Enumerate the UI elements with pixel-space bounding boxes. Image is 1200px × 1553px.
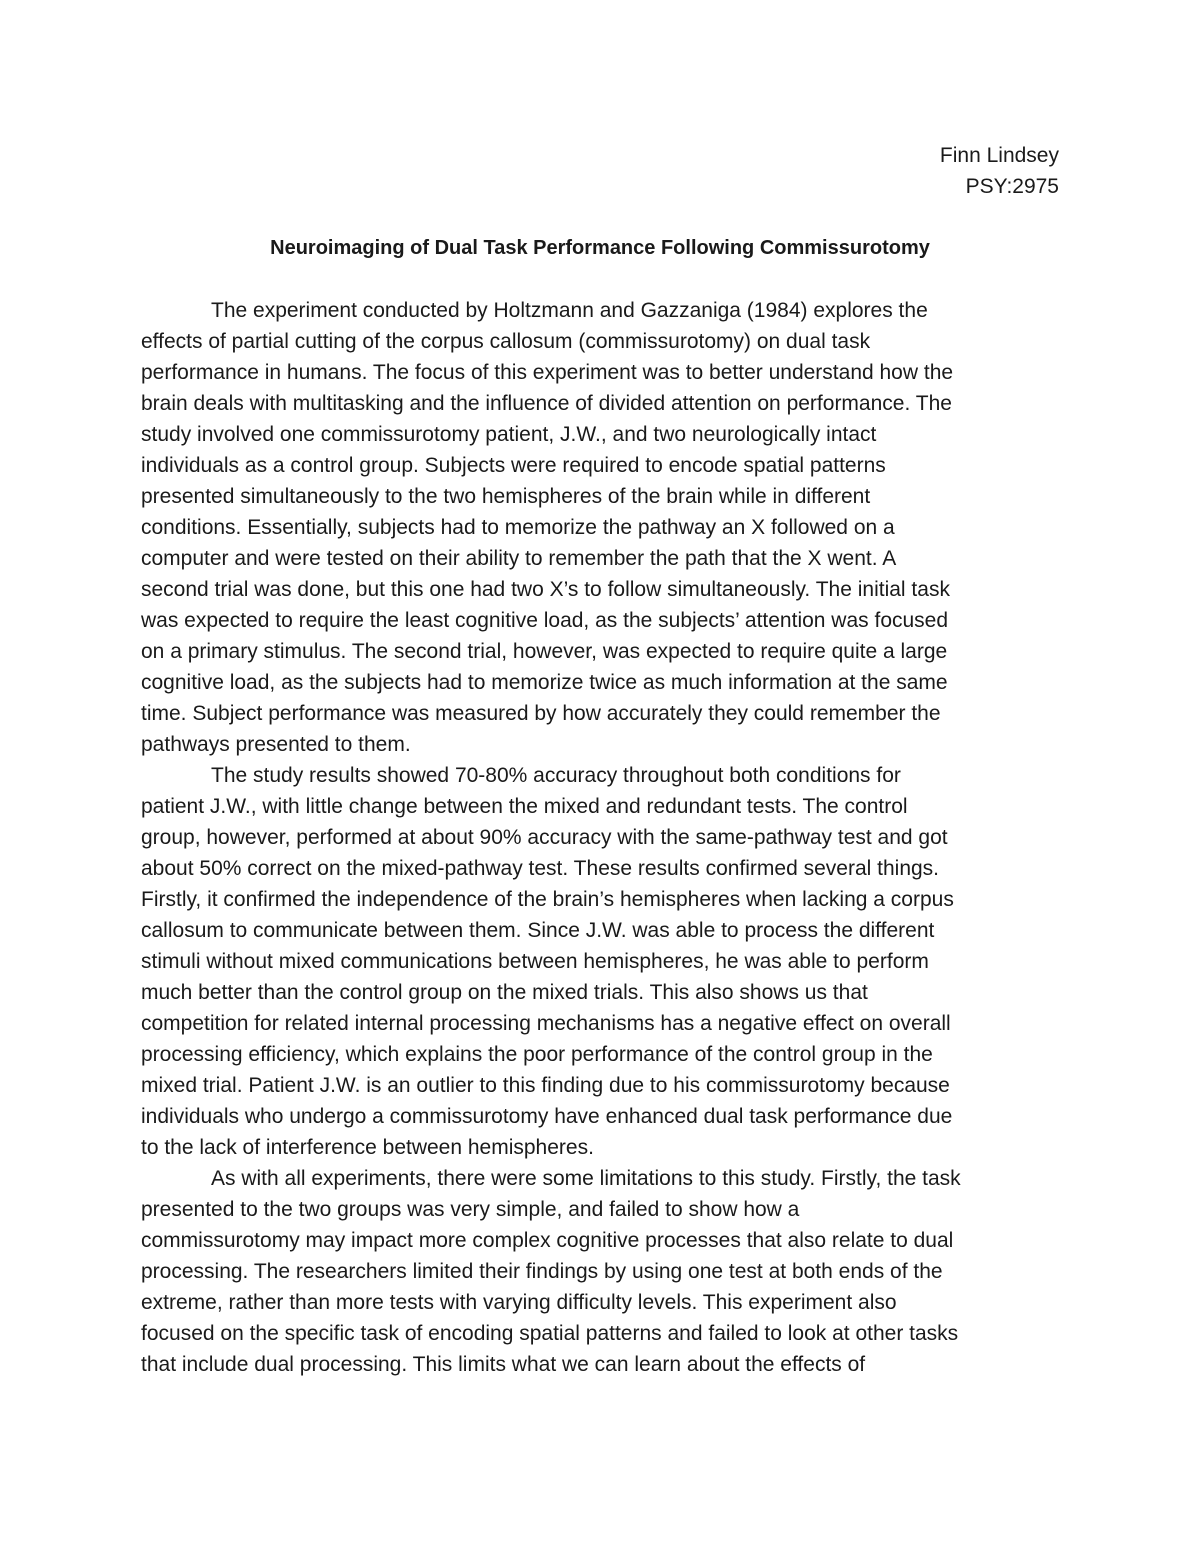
body-line: extreme, rather than more tests with varying difficulty levels. This experiment also [141, 1291, 897, 1314]
body-line: on a primary stimulus. The second trial, however, was expected to require quite a large [141, 640, 948, 663]
body-line: second trial was done, but this one had two X’s to follow simultaneously. The initial task [141, 578, 950, 601]
author-name: Finn Lindsey [939, 144, 1059, 167]
body-line: to the lack of interference between hemispheres. [141, 1136, 594, 1159]
body-line: presented simultaneously to the two hemispheres of the brain while in different [141, 485, 871, 508]
body-line: effects of partial cutting of the corpus callosum (commissurotomy) on dual task [141, 330, 871, 353]
body-line: presented to the two groups was very simple, and failed to show how a [141, 1198, 800, 1221]
body-line: that include dual processing. This limits what we can learn about the effects of [141, 1353, 866, 1376]
body-line: brain deals with multitasking and the influence of divided attention on performance. The [141, 392, 952, 415]
body-line: As with all experiments, there were some limitations to this study. Firstly, the task [211, 1167, 961, 1190]
document-title: Neuroimaging of Dual Task Performance Following Commissurotomy [270, 237, 930, 259]
course-code: PSY:2975 [965, 175, 1059, 198]
body-line: about 50% correct on the mixed-pathway test. These results confirmed several things. [141, 857, 940, 880]
body-line: computer and were tested on their ability to remember the path that the X went. A [141, 547, 897, 570]
body-line: focused on the specific task of encoding spatial patterns and failed to look at other tasks [141, 1322, 959, 1345]
body-line: time. Subject performance was measured by how accurately they could remember the [141, 702, 941, 725]
body-line: study involved one commissurotomy patient, J.W., and two neurologically intact [141, 423, 877, 446]
body-line: was expected to require the least cognitive load, as the subjects’ attention was focused [141, 609, 949, 632]
body-line: individuals who undergo a commissurotomy have enhanced dual task performance due [141, 1105, 953, 1128]
body-line: patient J.W., with little change between the mixed and redundant tests. The control [141, 795, 908, 818]
header-block [940, 140, 1059, 202]
body-line: pathways presented to them. [141, 733, 411, 756]
body-line: processing efficiency, which explains the poor performance of the control group in the [141, 1043, 933, 1066]
body-line: mixed trial. Patient J.W. is an outlier to this finding due to his commissurotomy because [141, 1074, 950, 1097]
body-line: much better than the control group on the mixed trials. This also shows us that [141, 981, 868, 1004]
body-line: group, however, performed at about 90% accuracy with the same-pathway test and got [141, 826, 948, 849]
body-line: The experiment conducted by Holtzmann and Gazzaniga (1984) explores the [211, 299, 928, 322]
body-line: commissurotomy may impact more complex cognitive processes that also relate to dual [141, 1229, 954, 1252]
body-line: stimuli without mixed communications between hemispheres, he was able to perform [141, 950, 929, 973]
body-line: processing. The researchers limited their findings by using one test at both ends of the [141, 1260, 943, 1283]
body-line: The study results showed 70-80% accuracy throughout both conditions for [211, 764, 901, 787]
body-text [141, 295, 1081, 1380]
body-line: performance in humans. The focus of this experiment was to better understand how the [141, 361, 954, 384]
body-line: Firstly, it confirmed the independence of the brain’s hemispheres when lacking a corpus [141, 888, 954, 911]
body-line: cognitive load, as the subjects had to memorize twice as much information at the same [141, 671, 948, 694]
body-line: individuals as a control group. Subjects were required to encode spatial patterns [141, 454, 886, 477]
body-line: conditions. Essentially, subjects had to memorize the pathway an X followed on a [141, 516, 895, 539]
body-line: callosum to communicate between them. Since J.W. was able to process the different [141, 919, 935, 942]
body-line: competition for related internal processing mechanisms has a negative effect on overall [141, 1012, 951, 1035]
